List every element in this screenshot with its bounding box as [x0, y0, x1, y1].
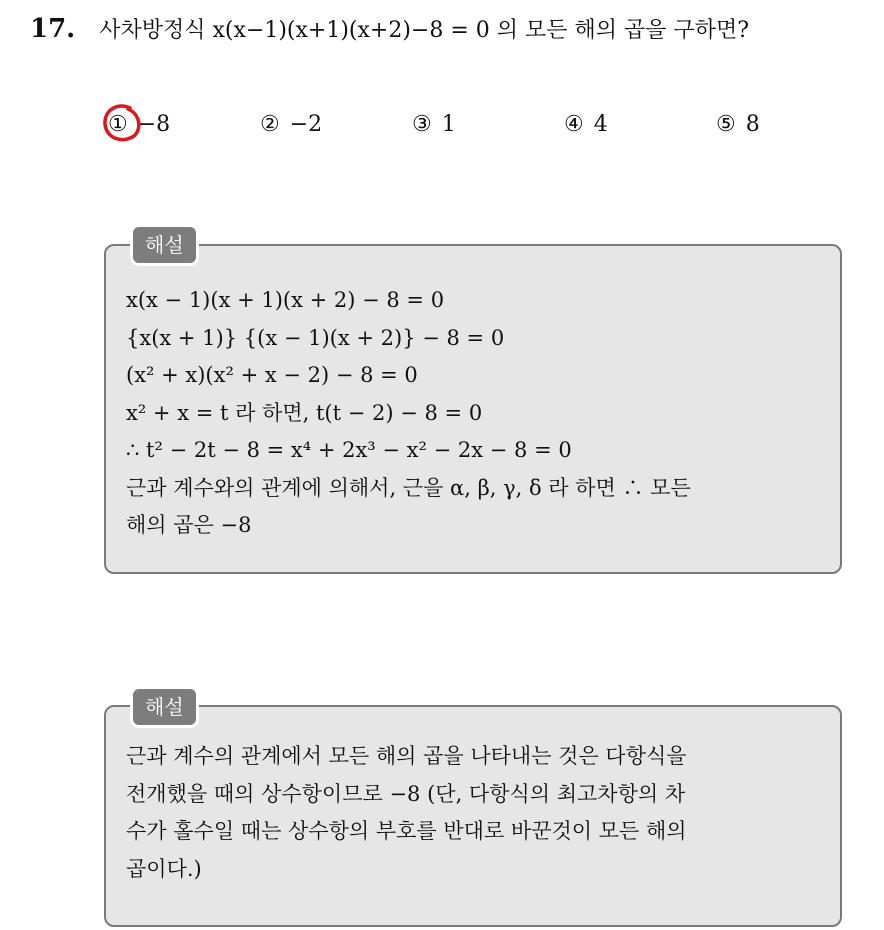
- answer-choices: [108, 108, 848, 142]
- solution-2-line: 곱이다.): [126, 856, 202, 881]
- solution-1-line: 해의 곱은 −8: [126, 513, 252, 537]
- choice-2-value: −2: [289, 112, 323, 137]
- choice-3-number: ③: [412, 112, 432, 137]
- solution-1-line: 근과 계수와의 관계에 의해서, 근을 α, β, γ, δ 라 하면 ∴ 모든: [126, 475, 691, 500]
- question-text: 사차방정식 x(x−1)(x+1)(x+2)−8 = 0 의 모든 해의 곱을 구하면?: [99, 18, 750, 43]
- solution-1-line: x² + x = t 라 하면, t(t − 2) − 8 = 0: [126, 400, 483, 425]
- choice-4[interactable]: [564, 108, 608, 142]
- choice-5[interactable]: [716, 108, 760, 142]
- choice-3[interactable]: [412, 108, 456, 142]
- choice-1-value: −8: [137, 112, 171, 137]
- choice-5-value: 8: [745, 112, 760, 137]
- solution-1-body: [126, 282, 826, 545]
- choice-2[interactable]: [260, 108, 322, 142]
- solution-1-line: (x² + x)(x² + x − 2) − 8 = 0: [126, 363, 418, 387]
- solution-2-line: 수가 홀수일 때는 상수항의 부호를 반대로 바꾼것이 모든 해의: [126, 819, 687, 843]
- solution-tag-2: 해설: [130, 686, 199, 728]
- solution-2-line: 근과 계수의 관계에서 모든 해의 곱을 나타내는 것은 다항식을: [126, 744, 687, 768]
- choice-5-number: ⑤: [716, 112, 736, 137]
- solution-2-line: 전개했을 때의 상수항이므로 −8 (단, 다항식의 최고차항의 차: [126, 781, 686, 806]
- solution-1-line: x(x − 1)(x + 1)(x + 2) − 8 = 0: [126, 288, 445, 312]
- question-number: 17.: [30, 14, 76, 44]
- solution-2-body: [126, 738, 826, 888]
- choice-2-number: ②: [260, 112, 280, 137]
- choice-3-value: 1: [441, 112, 456, 137]
- solution-1-line: ∴ t² − 2t − 8 = x⁴ + 2x³ − x² − 2x − 8 = 0: [126, 438, 572, 462]
- choice-1[interactable]: [108, 108, 170, 142]
- choice-1-number: ①: [108, 112, 128, 137]
- question: [30, 12, 870, 48]
- choice-4-value: 4: [593, 112, 608, 137]
- choice-4-number: ④: [564, 112, 584, 137]
- solution-tag-1: 해설: [130, 224, 199, 266]
- solution-1-line: {x(x + 1)} {(x − 1)(x + 2)} − 8 = 0: [126, 325, 505, 350]
